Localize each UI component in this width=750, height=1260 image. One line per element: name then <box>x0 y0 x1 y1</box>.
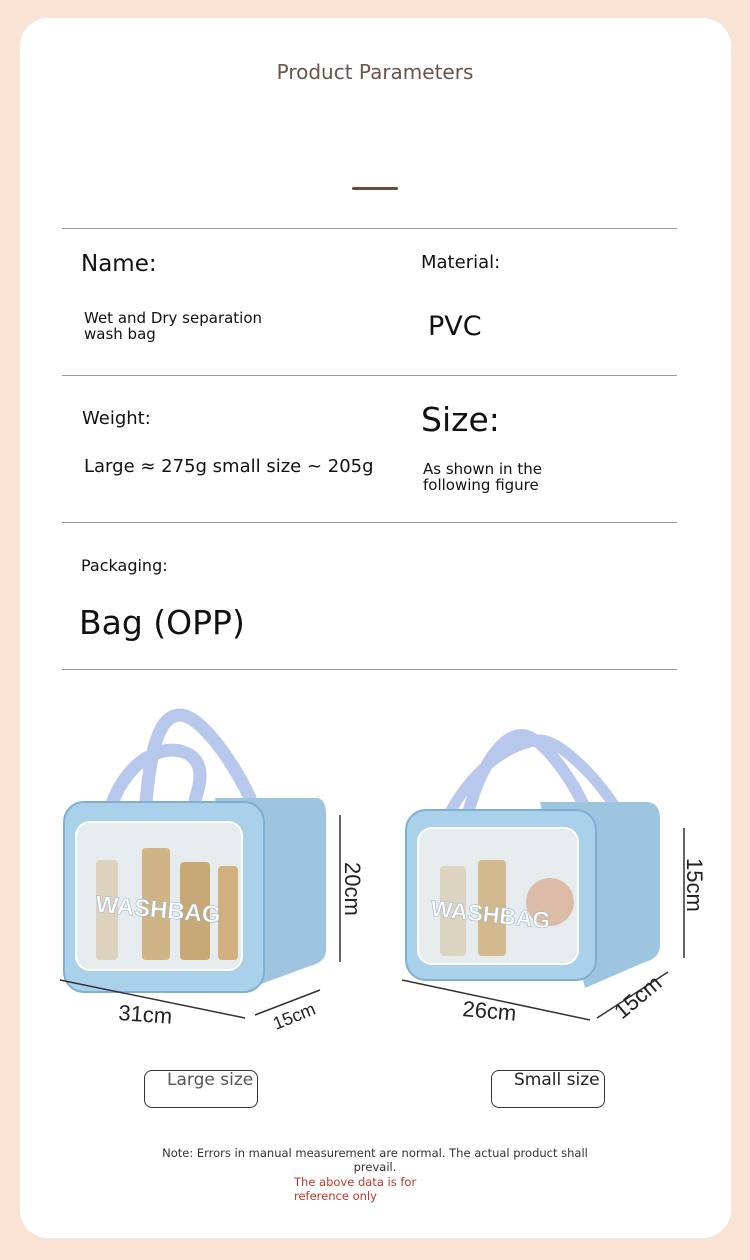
large-bag-logo: WASHBAG <box>94 891 222 929</box>
material-value: PVC <box>428 311 482 342</box>
weight-label: Weight: <box>82 408 151 429</box>
small-depth-label: 15cm <box>609 970 667 1024</box>
title-underline <box>352 187 398 190</box>
page-title: Product Parameters <box>276 60 474 84</box>
large-width-label: 31cm <box>117 1000 174 1029</box>
small-size-label: Small size <box>491 1070 605 1108</box>
size-label: Size: <box>421 400 500 439</box>
size-value: As shown in the following figure <box>423 460 542 494</box>
name-label: Name: <box>81 251 157 277</box>
product-illustration <box>0 690 750 1060</box>
small-width-label: 26cm <box>461 996 518 1026</box>
small-bag-logo: WASHBAG <box>429 895 552 934</box>
large-depth-label: 15cm <box>270 998 319 1034</box>
large-height-label: 20cm <box>340 862 365 916</box>
name-value: Wet and Dry separation wash bag <box>84 309 263 343</box>
divider <box>62 228 677 229</box>
weight-value: Large ≈ 275g small size ~ 205g <box>84 456 374 477</box>
divider <box>62 522 677 523</box>
packaging-value: Bag (OPP) <box>79 603 245 642</box>
packaging-label: Packaging: <box>81 556 168 575</box>
large-bag-image <box>60 715 365 1034</box>
measurement-note: Note: Errors in manual measurement are normal. The actual product shall prevail. <box>162 1146 588 1174</box>
divider <box>62 669 677 670</box>
small-height-label: 15cm <box>682 858 707 912</box>
divider <box>62 375 677 376</box>
large-size-label: Large size <box>144 1070 258 1108</box>
small-bag-image <box>402 735 707 1026</box>
reference-disclaimer: The above data is for reference only <box>294 1175 417 1203</box>
material-label: Material: <box>421 252 501 273</box>
